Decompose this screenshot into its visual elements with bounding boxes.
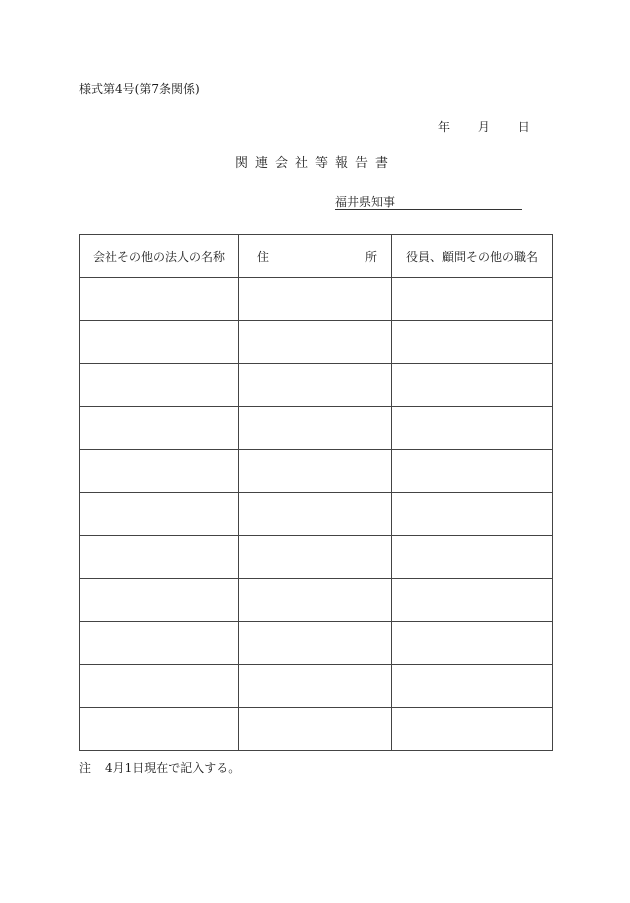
table-row [80,407,553,450]
form-number: 様式第4号(第7条関係) [79,82,200,96]
table-body [80,278,553,751]
cell-company-name[interactable] [80,536,239,579]
table-header-row [80,235,553,278]
date-day-label: 日 [517,120,530,134]
date-month-label: 月 [477,120,490,134]
footnote-text: 4月1日現在で記入する。 [105,761,241,775]
cell-company-name[interactable] [80,321,239,364]
cell-address[interactable] [239,407,392,450]
table-row [80,278,553,321]
cell-role[interactable] [392,321,553,364]
addressee: 福井県知事 [335,193,522,210]
table-row [80,579,553,622]
cell-address[interactable] [239,536,392,579]
cell-role[interactable] [392,278,553,321]
footnote-label: 注 [79,761,92,775]
cell-address[interactable] [239,708,392,751]
cell-role[interactable] [392,493,553,536]
cell-address[interactable] [239,278,392,321]
cell-company-name[interactable] [80,622,239,665]
cell-address[interactable] [239,364,392,407]
cell-role[interactable] [392,364,553,407]
cell-address[interactable] [239,622,392,665]
cell-company-name[interactable] [80,407,239,450]
cell-address[interactable] [239,579,392,622]
cell-company-name[interactable] [80,364,239,407]
header-address-right: 所 [364,249,377,264]
report-table [79,234,553,751]
cell-company-name[interactable] [80,450,239,493]
header-company-name: 会社その他の法人の名称 [80,235,239,278]
cell-company-name[interactable] [80,579,239,622]
cell-role[interactable] [392,665,553,708]
footnote [79,759,240,776]
cell-role[interactable] [392,407,553,450]
cell-company-name[interactable] [80,278,239,321]
table-row [80,450,553,493]
date-year-label: 年 [438,120,451,134]
cell-address[interactable] [239,321,392,364]
table-row [80,622,553,665]
cell-company-name[interactable] [80,665,239,708]
cell-role[interactable] [392,622,553,665]
table-row [80,321,553,364]
table-row [80,665,553,708]
header-role: 役員、顧問その他の職名 [392,235,553,278]
date-line [438,118,530,135]
document-title: 関連会社等報告書 [234,156,395,171]
table-row [80,708,553,751]
cell-company-name[interactable] [80,708,239,751]
cell-role[interactable] [392,450,553,493]
cell-role[interactable] [392,579,553,622]
cell-address[interactable] [239,493,392,536]
cell-address[interactable] [239,665,392,708]
table-row [80,493,553,536]
header-address-left: 住 [257,249,270,264]
cell-role[interactable] [392,536,553,579]
table-row [80,536,553,579]
cell-role[interactable] [392,708,553,751]
table-row [80,364,553,407]
cell-address[interactable] [239,450,392,493]
cell-company-name[interactable] [80,493,239,536]
header-address [239,235,392,278]
